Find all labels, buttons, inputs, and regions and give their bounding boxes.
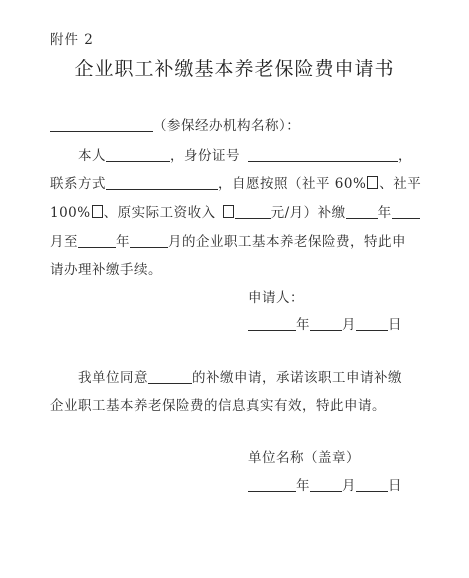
unit-date-line: [248, 476, 402, 496]
unit-day-blank[interactable]: [356, 476, 388, 492]
applicant-date-line: [248, 315, 402, 335]
willing-text: ，自愿按照（社平 60%: [218, 176, 367, 192]
contact-label: 联系方式: [50, 176, 106, 192]
checkbox-60-percent[interactable]: [367, 176, 378, 189]
start-year-blank[interactable]: [346, 203, 378, 219]
checkbox-actual-wage[interactable]: [223, 205, 234, 218]
applicant-month-label: 月: [342, 317, 356, 333]
pct100-text: 100%: [50, 205, 91, 221]
addressee-line: [50, 116, 300, 136]
period-line: [50, 232, 406, 252]
actual-wage-text: 、原实际工资收入: [103, 205, 216, 221]
start-year-label: 年: [377, 205, 392, 221]
unit-consent-prefix: 我单位同意: [78, 370, 148, 386]
id-number-label: ，身份证号: [170, 148, 240, 164]
period-text: 月的企业职工基本养老保险费，特此申: [168, 234, 406, 250]
attachment-label: 附件 2: [50, 32, 94, 48]
contact-line: [50, 174, 421, 194]
applicant-day-blank[interactable]: [356, 315, 388, 331]
addressee-suffix: （参保经办机构名称）：: [153, 118, 301, 134]
applicant-month-blank[interactable]: [310, 315, 342, 331]
unit-consent-line1: [78, 368, 402, 388]
unit-year-blank[interactable]: [248, 476, 296, 492]
unit-year-label: 年: [296, 478, 310, 494]
unit-consent-suffix: 的补缴申请，承诺该职工申请补缴: [192, 370, 402, 386]
agency-name-blank[interactable]: [50, 116, 153, 132]
wage-unit-text: 元/月）补缴: [270, 205, 346, 221]
start-month-blank[interactable]: [392, 203, 420, 219]
form-title: 企业职工补缴基本养老保险费申请书: [74, 58, 395, 80]
checkbox-100-percent[interactable]: [92, 205, 103, 218]
id-number-blank[interactable]: [248, 146, 398, 162]
unit-name-label: 单位名称（盖章）: [248, 450, 360, 466]
month-to-text: 月至: [50, 234, 78, 250]
applicant-day-label: 日: [388, 317, 402, 333]
unit-day-label: 日: [388, 478, 402, 494]
line1-end: ，: [398, 148, 412, 164]
employee-name-blank[interactable]: [148, 368, 192, 384]
request-line: 请办理补缴手续。: [50, 262, 162, 278]
wage-amount-blank[interactable]: [235, 203, 271, 219]
unit-month-blank[interactable]: [310, 476, 342, 492]
unit-consent-line2: 企业职工基本养老保险费的信息真实有效，特此申请。: [50, 398, 386, 414]
applicant-year-blank[interactable]: [248, 315, 296, 331]
end-month-blank[interactable]: [130, 232, 168, 248]
applicant-label: 申请人：: [248, 290, 304, 306]
applicant-year-label: 年: [296, 317, 310, 333]
unit-month-label: 月: [342, 478, 356, 494]
line2-end: 、社平: [379, 176, 422, 192]
end-year-label: 年: [116, 234, 130, 250]
end-year-blank[interactable]: [78, 232, 116, 248]
name-blank[interactable]: [106, 146, 170, 162]
name-prefix: 本人: [78, 148, 106, 164]
applicant-identity-line: [78, 146, 412, 166]
wage-basis-line: [50, 203, 420, 223]
contact-blank[interactable]: [106, 174, 218, 190]
